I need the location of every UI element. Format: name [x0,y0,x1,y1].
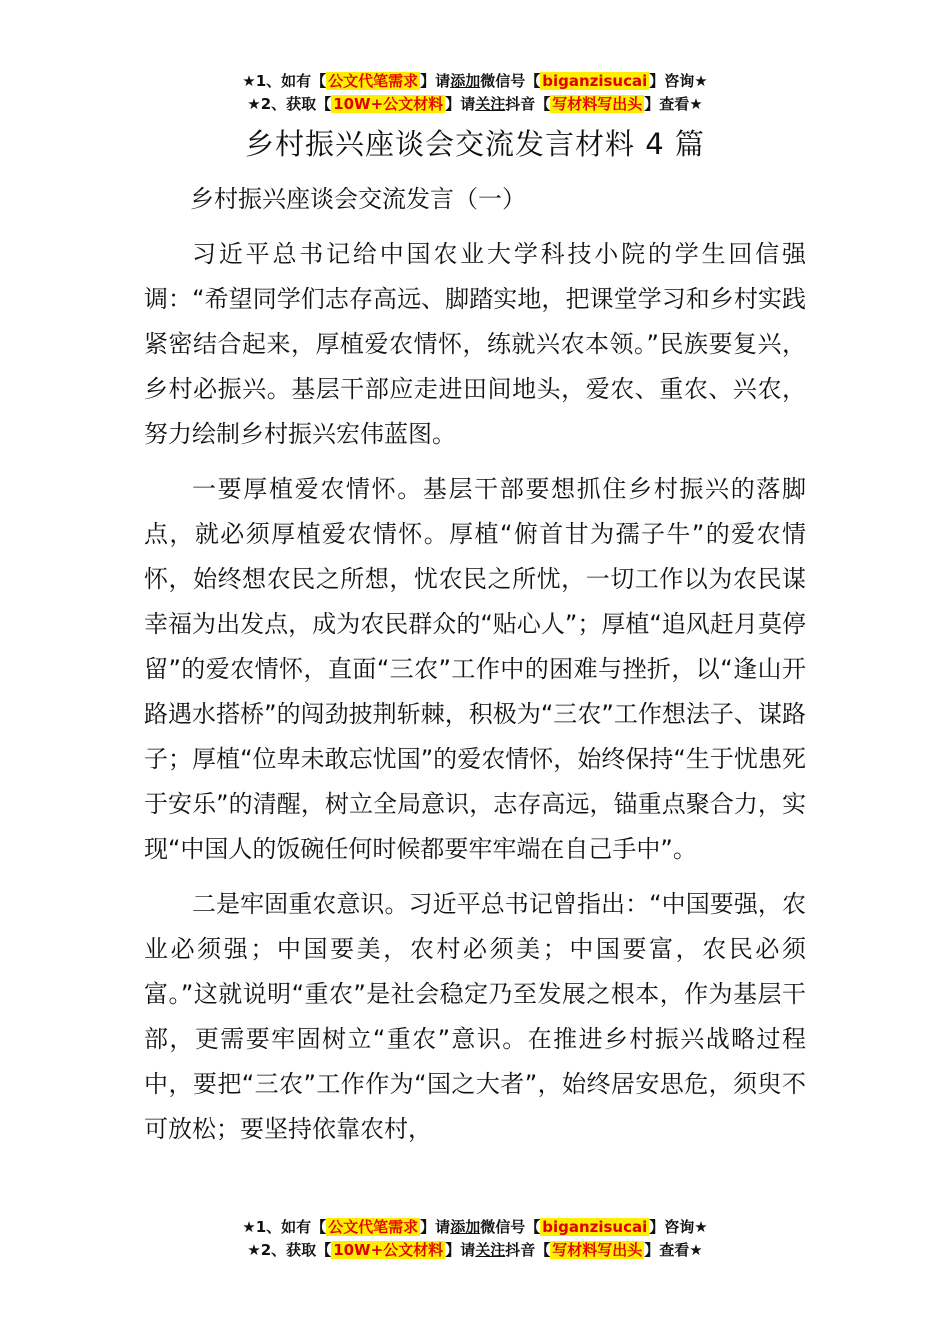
banner-text: 】请 [445,1241,476,1259]
banner-text: ★2、获取【 [247,1241,332,1259]
banner-text: 】请 [420,1218,451,1236]
banner-highlight: 写材料写出头 [552,95,643,113]
banner-text: 】咨询★ [649,72,708,90]
banner-highlight: 10W+公文材料 [333,1241,444,1259]
banner-line-1 [0,1216,950,1239]
banner-underline: 添加 [450,72,481,90]
banner-line-2 [0,93,950,116]
banner-text: 】咨询★ [649,1218,708,1236]
banner-text: 】请 [445,95,476,113]
banner-line-1 [0,70,950,93]
banner-text: 抖音【 [505,1241,551,1259]
document-body [144,232,806,1162]
banner-text: 】请 [420,72,451,90]
body-paragraph: 一要厚植爱农情怀。基层干部要想抓住乡村振兴的落脚点，就必须厚植爱农情怀。厚植“俯首甘为孺子牛”的爱农情怀，始终想农民之所想，忧农民之所忧，一切工作以为农民谋幸福为出发点，成为农民群众的“贴心人”；厚植“追风赶月莫停留”的爱农情怀，直面“三农”工作中的困难与挫折，以“逢山开路遇水搭桥”的闯劲披荆斩棘，积极为“三农”工作想法子、谋路子；厚植“位卑未敢忘忧国”的爱农情怀，始终保持“生于忧患死于安乐”的清醒，树立全局意识，志存高远，锚重点聚合力，实现“中国人的饭碗任何时候都要牢牢端在自己手中”。 [144,475,806,863]
banner-text: ★1、如有【 [242,72,327,90]
banner-underline: 关注 [475,95,506,113]
banner-text: 微信号【 [480,72,541,90]
banner-highlight: biganzisucai [542,72,648,90]
document-subtitle: 乡村振兴座谈会交流发言（一） [190,185,526,213]
body-paragraph: 二是牢固重农意识。习近平总书记曾指出：“中国要强，农业必须强；中国要美，农村必须美；中国要富，农民必须富。”这就说明“重农”是社会稳定乃至发展之根本，作为基层干部，更需要牢固树立“重农”意识。在推进乡村振兴战略过程中，要把“三农”工作作为“国之大者”，始终居安思危，须臾不可放松；要坚持依靠农村， [144,890,806,1143]
banner-text: 】查看★ [644,1241,703,1259]
banner-highlight: 公文代笔需求 [328,1218,419,1236]
banner-text: 抖音【 [505,95,551,113]
body-paragraph: 习近平总书记给中国农业大学科技小院的学生回信强调：“希望同学们志存高远、脚踏实地，把课堂学习和乡村实践紧密结合起来，厚植爱农情怀，练就兴农本领。”民族要复兴，乡村必振兴。基层干部应走进田间地头，爱农、重农、兴农，努力绘制乡村振兴宏伟蓝图。 [144,240,806,448]
footer-banner [0,1216,950,1262]
banner-line-2 [0,1239,950,1262]
banner-highlight: 公文代笔需求 [328,72,419,90]
banner-highlight: 10W+公文材料 [333,95,444,113]
banner-underline: 添加 [450,1218,481,1236]
banner-highlight: 写材料写出头 [552,1241,643,1259]
banner-text: ★2、获取【 [247,95,332,113]
banner-underline: 关注 [475,1241,506,1259]
banner-text: ★1、如有【 [242,1218,327,1236]
banner-highlight: biganzisucai [542,1218,648,1236]
document-title: 乡村振兴座谈会交流发言材料 4 篇 [245,127,705,161]
banner-text: 】查看★ [644,95,703,113]
header-banner [0,70,950,116]
banner-text: 微信号【 [480,1218,541,1236]
